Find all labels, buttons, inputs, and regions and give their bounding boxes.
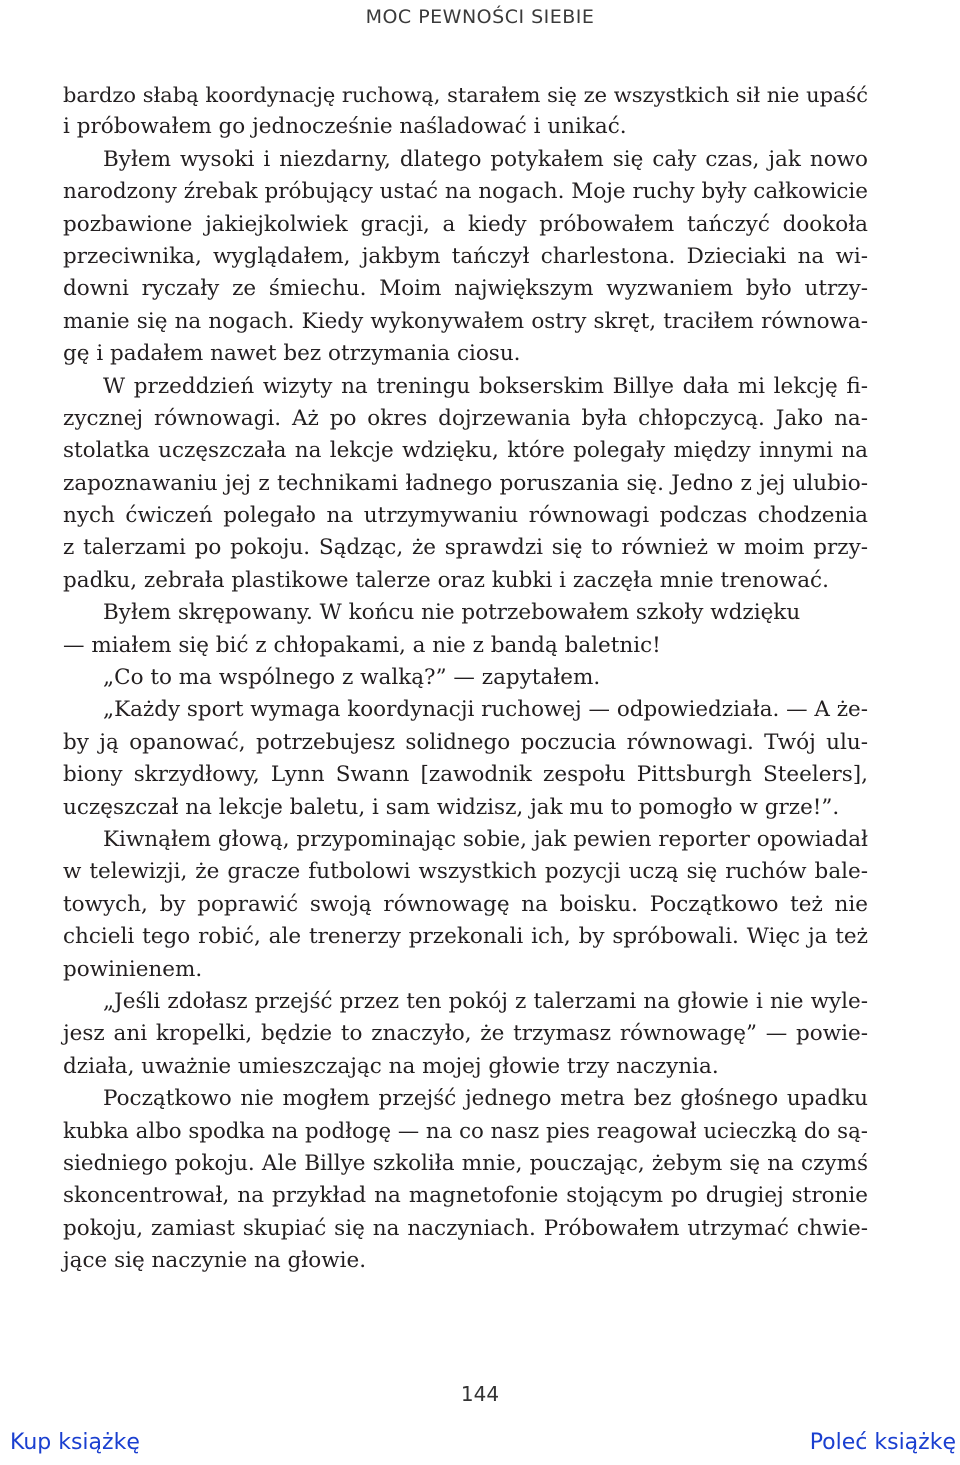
text-line: Początkowo nie mogłem przejść jednego metra bez głośnego upadku	[103, 1086, 868, 1112]
text-line: w telewizji, że gracze futbolowi wszystkich pozycji uczą się ruchów bale-	[63, 859, 868, 885]
page-number: 144	[460, 1382, 500, 1406]
text-line: i próbowałem go jednocześnie naśladować i unikać.	[63, 114, 627, 140]
text-line: siedniego pokoju. Ale Billye szkoliła mnie, pouczając, żebym się na czymś	[63, 1150, 868, 1176]
text-line: biony skrzydłowy, Lynn Swann [zawodnik zespołu Pittsburgh Steelers],	[63, 762, 868, 788]
text-line: „Każdy sport wymaga koordynacji ruchowej — odpowiedziała. — A że-	[103, 697, 868, 723]
text-line: zycznej równowagi. Aż po okres dojrzewania była chłopczycą. Jako na-	[63, 405, 868, 431]
text-line: by ją opanować, potrzebujesz solidnego poczucia równowagi. Twój ulu-	[63, 729, 868, 755]
text-line: W przeddzień wizyty na treningu bokserskim Billye dała mi lekcję fi-	[103, 373, 868, 399]
text-line: Kiwnąłem głową, przypominając sobie, jak pewien reporter opowiadał	[103, 826, 868, 852]
text-line: downi ryczały ze śmiechu. Moim największym wyzwaniem było utrzy-	[63, 276, 868, 302]
buy-book-link[interactable]: Kup książkę	[10, 1430, 140, 1455]
text-line: skoncentrował, na przykład na magnetofonie stojącym po drugiej stronie	[63, 1183, 868, 1209]
text-line: nych ćwiczeń polegało na utrzymywaniu równowagi podczas chodzenia	[63, 503, 868, 529]
text-line: Byłem wysoki i niezdarny, dlatego potykałem się cały czas, jak nowo	[103, 146, 868, 172]
recommend-book-link[interactable]: Poleć książkę	[809, 1430, 956, 1455]
text-line: przeciwnika, wyglądałem, jakbym tańczył charlestona. Dzieciaki na wi-	[63, 243, 868, 269]
text-line: kubka albo spodka na podłogę — na co nasz pies reagował ucieczką do są-	[63, 1118, 868, 1144]
text-line: jące się naczynie na głowie.	[63, 1248, 367, 1274]
text-line: stolatka uczęszczała na lekcje wdzięku, które polegały między innymi na	[63, 438, 868, 464]
text-line: chcieli tego robić, ale trenerzy przekonali ich, by spróbowali. Więc ja też	[63, 924, 868, 950]
text-line: — miałem się bić z chłopakami, a nie z bandą baletnic!	[63, 632, 661, 658]
text-line: narodzony źrebak próbujący ustać na nogach. Moje ruchy były całkowicie	[63, 179, 869, 205]
text-line: Byłem skrępowany. W końcu nie potrzebowałem szkoły wdzięku	[103, 600, 801, 626]
text-line: pokoju, zamiast skupiać się na naczyniach. Próbowałem utrzymać chwie-	[63, 1215, 868, 1241]
text-line: powinienem.	[63, 956, 203, 982]
text-line: padku, zebrała plastikowe talerze oraz kubki i zaczęła mnie trenować.	[63, 567, 829, 593]
text-line: zapoznawaniu jej z technikami ładnego poruszania się. Jedno z jej ulubio-	[63, 470, 868, 496]
text-line: towych, by poprawić swoją równowagę na boisku. Początkowo też nie	[63, 891, 868, 917]
text-line: „Co to ma wspólnego z walką?” — zapytałem.	[103, 665, 601, 691]
text-line: „Jeśli zdołasz przejść przez ten pokój z talerzami na głowie i nie wyle-	[103, 988, 868, 1014]
text-line: gę i padałem nawet bez otrzymania ciosu.	[63, 341, 521, 367]
text-line: pozbawione jakiejkolwiek gracji, a kiedy próbowałem tańczyć dookoła	[63, 211, 868, 237]
text-line: bardzo słabą koordynację ruchową, starałem się ze wszystkich sił nie upaść	[63, 83, 869, 107]
text-line: z talerzami po pokoju. Sądząc, że sprawdzi się to również w moim przy-	[63, 535, 868, 561]
text-line: działa, uważnie umieszczając na mojej głowie trzy naczynia.	[63, 1053, 719, 1079]
body-text	[63, 79, 868, 1277]
text-line: uczęszczał na lekcje baletu, i sam widzisz, jak mu to pomogło w grze!”.	[63, 794, 840, 820]
text-line: manie się na nogach. Kiedy wykonywałem ostry skręt, traciłem równowa-	[63, 308, 868, 334]
text-line: jesz ani kropelki, będzie to znaczyło, że trzymasz równowagę” — powie-	[63, 1021, 868, 1047]
running-header: MOC PEWNOŚCI SIEBIE	[365, 6, 595, 28]
